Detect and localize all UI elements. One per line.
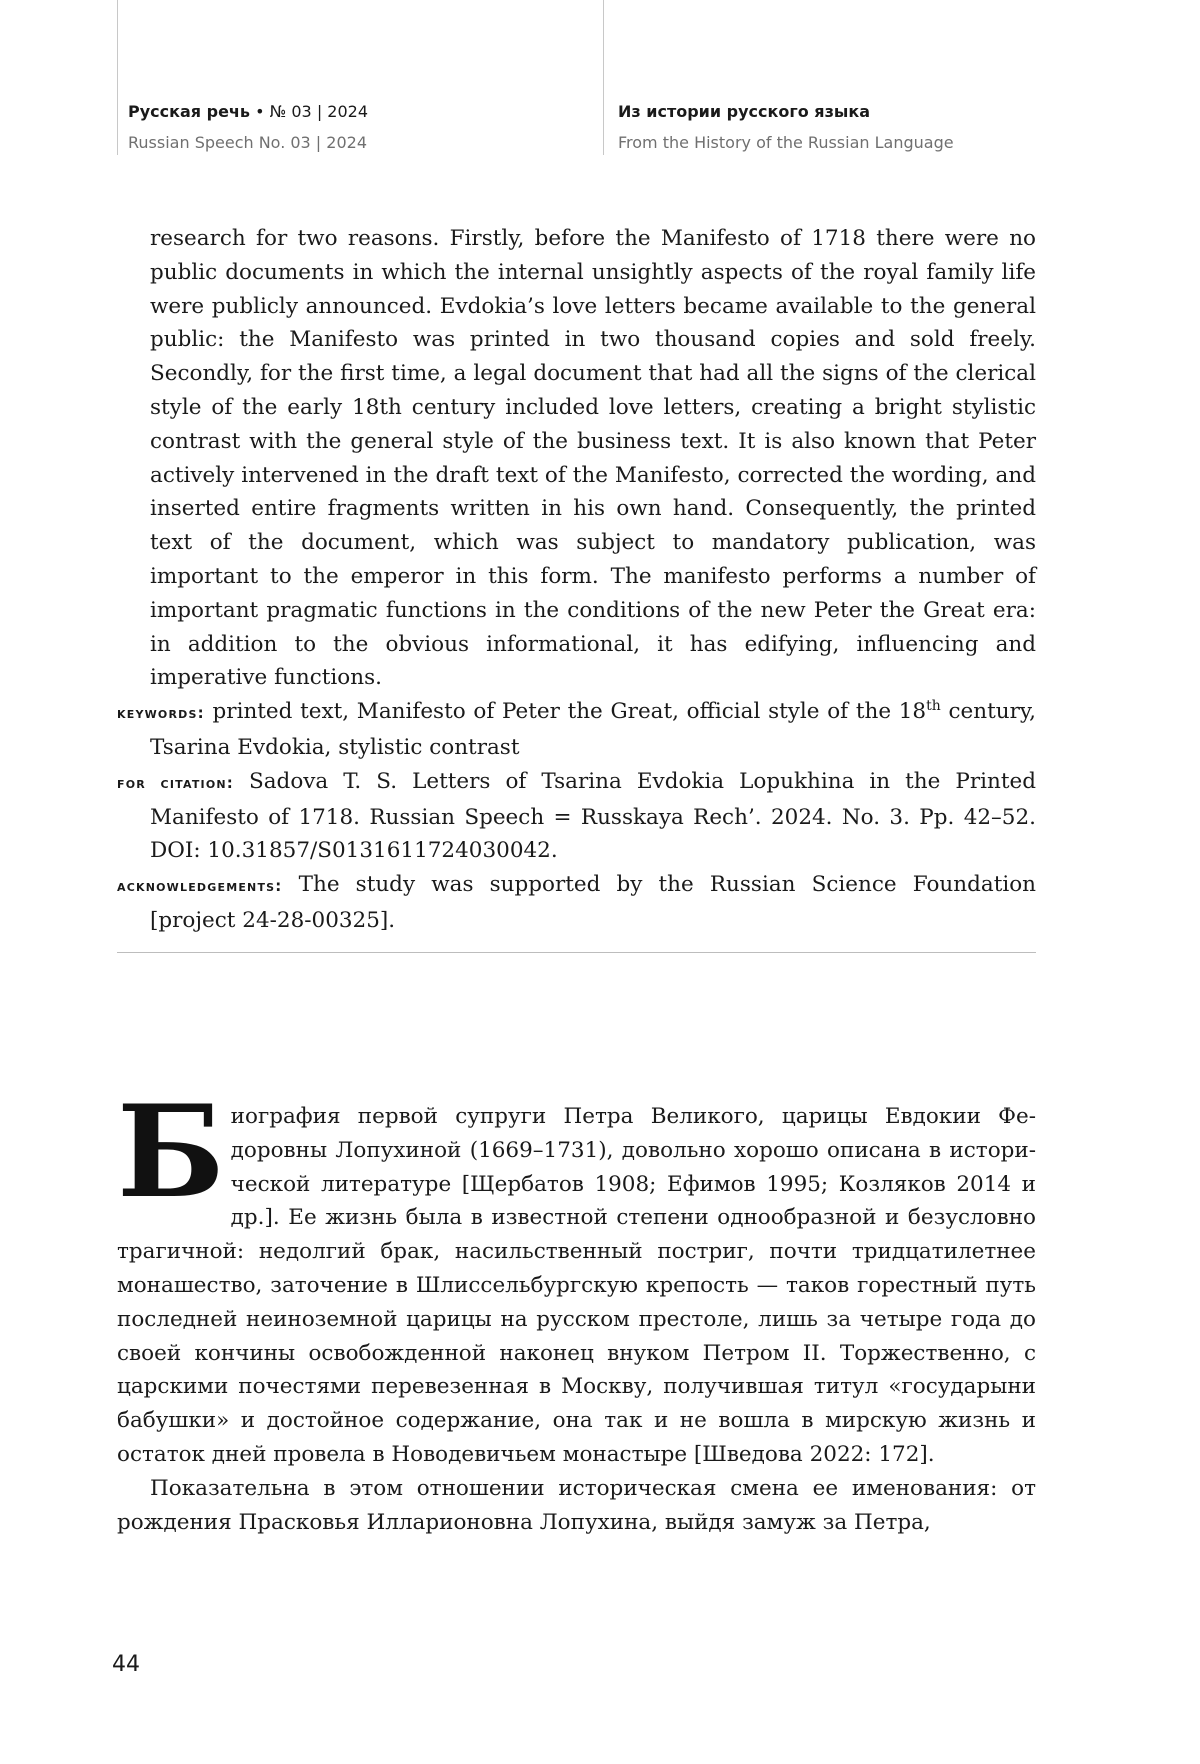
keywords: keywords: printed text, Manifesto of Peter the Great, official style of the 18th century, Tsarina Evdokia, stylistic contrast xyxy=(117,698,1036,760)
issue-ru: • № 03 | 2024 xyxy=(250,102,369,121)
abstract-block xyxy=(117,222,1036,938)
acknowledgements-label: acknowledgements: xyxy=(117,877,283,896)
running-header-left xyxy=(128,102,368,152)
acknowledgements: acknowledgements: The study was supported by the Russian Science Foundation [project 24-28-00325]. xyxy=(117,872,1036,933)
section-title-ru: Из истории русского языка xyxy=(618,102,870,121)
header-divider-left xyxy=(117,0,118,155)
header-divider-center xyxy=(603,0,604,155)
journal-title-ru: Русская речь • № 03 | 2024 xyxy=(128,102,369,121)
section-title-en: From the History of the Russian Language xyxy=(618,133,954,152)
paragraph-1: Биография первой супруги Петра Великого, царицы Евдокии Федоровны Лопухиной (1669–1731), довольно хорошо описана в исторической литературе [Щербатов 1908; Ефимов 1995; Козляков 2014 и др.]. Ее жизнь была в известной степени однообразной и безусловно трагичной: недолгий брак, насильственный постриг, почти тридцатилетнее монашество, заточение в Шлиссельбургскую крепость — таков горестный путь последней неиноземной царицы на русском престоле, лишь за четыре года до своей кончины освобожденной наконец внуком Петром II. Торжественно, с царскими почестями перевезенная в Москву, получившая титул «государыни бабушки» и достойное содержание, она так и не вошла в мирскую жизнь и остаток дней провела в Новодевичьем монастыре [Шведова 2022: 172]. xyxy=(117,1078,1036,1467)
article-body xyxy=(117,1078,1036,1539)
citation-label: for citation: xyxy=(117,773,234,792)
drop-cap: Б xyxy=(117,1078,225,1226)
journal-title-en: Russian Speech No. 03 | 2024 xyxy=(128,133,367,152)
citation: for citation: Sadova T. S. Letters of Tsarina Evdokia Lopukhina in the Printed Manifesto of 1718. Russian Speech = Russkaya Rech’. 2024. No. 3. Pp. 42–52. DOI: 10.31857/S0131611724030042. xyxy=(117,768,1036,864)
abstract-text: research for two reasons. Firstly, before the Manifesto of 1718 there were no public documents in which the internal unsightly aspects of the royal family life were publicly announced. Evdokia’s love letters became available to the general public: the Manifesto was printed in two thousand copies and sold freely. Secondly, for the first time, a legal document that had all the signs of the clerical style of the early 18th century included love letters, creating a bright stylistic contrast with the general style of the business text. It is also known that Peter actively intervened in the draft text of the Manifesto, corrected the wording, and inserted entire fragments written in his own hand. Consequently, the printed text of the document, which was subject to mandatory publication, was important to the emperor in this form. The manifesto performs a number of important pragmatic functions in the conditions of the new Peter the Great era: in addition to the obvious informational, it has edifying, influencing and imperative functions. xyxy=(150,226,1036,691)
running-header-right xyxy=(618,102,954,152)
keywords-label: keywords: xyxy=(117,704,205,723)
paragraph-2: Показательна в этом отношении историческая смена ее именования: от рождения Прасковья Илларионовна Лопухина, выйдя замуж за Петра, xyxy=(117,1475,1036,1535)
page-number: 44 xyxy=(112,1652,140,1677)
section-divider xyxy=(117,952,1036,953)
